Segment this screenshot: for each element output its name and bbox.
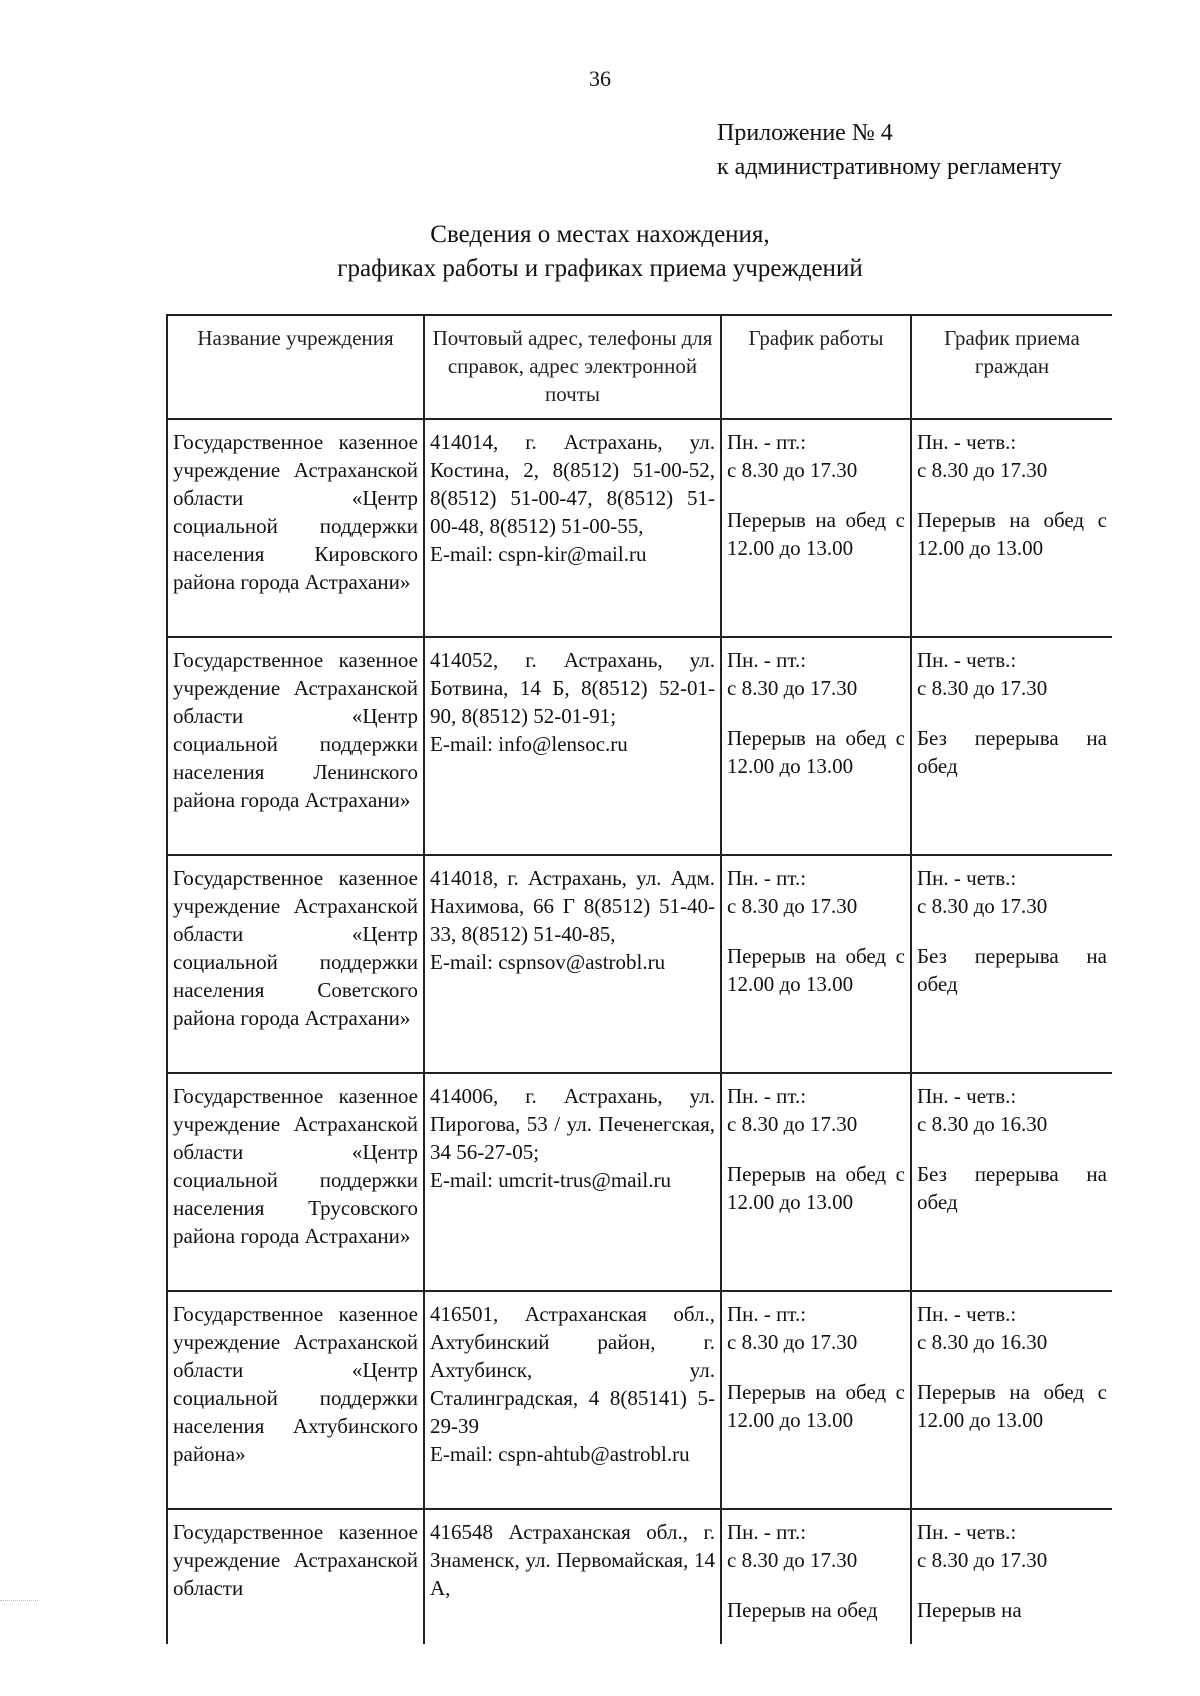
work-break: Перерыв на обед bbox=[727, 1598, 878, 1622]
reception-days: Пн. - четв.: bbox=[917, 430, 1017, 454]
work-days: Пн. - пт.: bbox=[727, 1084, 807, 1108]
work-days: Пн. - пт.: bbox=[727, 1302, 807, 1326]
reception-hours: с 8.30 до 16.30 bbox=[917, 1112, 1048, 1136]
institution-contacts bbox=[424, 419, 721, 637]
postal-address-phones: 414052, г. Астрахань, ул. Ботвина, 14 Б, 8(8512) 52-01-90, 8(8512) 52-01-91; bbox=[430, 648, 715, 728]
table-row bbox=[167, 855, 1112, 1073]
work-schedule bbox=[721, 419, 911, 637]
institution-contacts bbox=[424, 637, 721, 855]
reception-hours: с 8.30 до 17.30 bbox=[917, 894, 1048, 918]
work-days: Пн. - пт.: bbox=[727, 866, 807, 890]
reception-schedule bbox=[911, 1291, 1112, 1509]
table-row bbox=[167, 1073, 1112, 1291]
reception-break: Без перерыва на обед bbox=[917, 726, 1107, 778]
work-schedule bbox=[721, 1291, 911, 1509]
institutions-table-wrapper bbox=[166, 314, 1112, 1644]
email: E-mail: umcrit-trus@mail.ru bbox=[430, 1168, 671, 1192]
institution-name: Государственное казенное учреждение Астраханской области «Центр социальной поддержки населения Ахтубинского района» bbox=[167, 1291, 424, 1509]
table-row bbox=[167, 637, 1112, 855]
appendix-note bbox=[717, 116, 1062, 184]
work-break: Перерыв на обед с 12.00 до 13.00 bbox=[727, 726, 905, 778]
reception-days: Пн. - четв.: bbox=[917, 1084, 1017, 1108]
work-schedule bbox=[721, 637, 911, 855]
email: E-mail: cspn-kir@mail.ru bbox=[430, 542, 647, 566]
postal-address-phones: 416501, Астраханская обл., Ахтубинский район, г. Ахтубинск, ул. Сталинградская, 4 8(85141) 5-29-39 bbox=[430, 1302, 715, 1438]
reception-break: Без перерыва на обед bbox=[917, 944, 1107, 996]
reception-hours: с 8.30 до 17.30 bbox=[917, 1548, 1048, 1572]
reception-hours: с 8.30 до 17.30 bbox=[917, 676, 1048, 700]
reception-days: Пн. - четв.: bbox=[917, 866, 1017, 890]
reception-schedule bbox=[911, 1509, 1112, 1644]
work-hours: с 8.30 до 17.30 bbox=[727, 894, 858, 918]
email: E-mail: cspnsov@astrobl.ru bbox=[430, 950, 666, 974]
title-line-2: графиках работы и графиках приема учреждений bbox=[337, 255, 863, 282]
table-row bbox=[167, 1509, 1112, 1644]
reception-hours: с 8.30 до 17.30 bbox=[917, 458, 1048, 482]
reception-schedule bbox=[911, 1073, 1112, 1291]
table-row bbox=[167, 1291, 1112, 1509]
work-break: Перерыв на обед с 12.00 до 13.00 bbox=[727, 508, 905, 560]
institution-contacts bbox=[424, 855, 721, 1073]
institution-name: Государственное казенное учреждение Астраханской области «Центр социальной поддержки населения Трусовского района города Астрахани» bbox=[167, 1073, 424, 1291]
work-hours: с 8.30 до 17.30 bbox=[727, 458, 858, 482]
work-break: Перерыв на обед с 12.00 до 13.00 bbox=[727, 944, 905, 996]
institution-name: Государственное казенное учреждение Астраханской области bbox=[167, 1509, 424, 1644]
postal-address-phones: 416548 Астраханская обл., г. Знаменск, ул. Первомайская, 14 А, bbox=[430, 1520, 715, 1600]
postal-address-phones: 414014, г. Астрахань, ул. Костина, 2, 8(8512) 51-00-52, 8(8512) 51-00-47, 8(8512) 51-00-48, 8(8512) 51-00-55, bbox=[430, 430, 715, 538]
institutions-table bbox=[166, 314, 1112, 1644]
institution-name: Государственное казенное учреждение Астраханской области «Центр социальной поддержки населения Ленинского района города Астрахани» bbox=[167, 637, 424, 855]
email: E-mail: info@lensoc.ru bbox=[430, 732, 628, 756]
work-days: Пн. - пт.: bbox=[727, 1520, 807, 1544]
reception-days: Пн. - четв.: bbox=[917, 648, 1017, 672]
reception-schedule bbox=[911, 637, 1112, 855]
work-days: Пн. - пт.: bbox=[727, 648, 807, 672]
work-schedule bbox=[721, 1073, 911, 1291]
work-hours: с 8.30 до 17.30 bbox=[727, 676, 858, 700]
email: E-mail: cspn-ahtub@astrobl.ru bbox=[430, 1442, 690, 1466]
document-title bbox=[0, 218, 1200, 286]
scan-margin-mark bbox=[0, 1600, 38, 1602]
work-schedule bbox=[721, 855, 911, 1073]
header-reception-schedule: График приема граждан bbox=[911, 315, 1112, 419]
header-address: Почтовый адрес, телефоны для справок, адрес электронной почты bbox=[424, 315, 721, 419]
work-hours: с 8.30 до 17.30 bbox=[727, 1330, 858, 1354]
institution-contacts bbox=[424, 1509, 721, 1644]
work-break: Перерыв на обед с 12.00 до 13.00 bbox=[727, 1380, 905, 1432]
institution-name: Государственное казенное учреждение Астраханской области «Центр социальной поддержки населения Кировского района города Астрахани» bbox=[167, 419, 424, 637]
work-hours: с 8.30 до 17.30 bbox=[727, 1548, 858, 1572]
reception-schedule bbox=[911, 855, 1112, 1073]
institution-contacts bbox=[424, 1073, 721, 1291]
header-name: Название учреждения bbox=[167, 315, 424, 419]
reception-days: Пн. - четв.: bbox=[917, 1520, 1017, 1544]
reception-schedule bbox=[911, 419, 1112, 637]
postal-address-phones: 414006, г. Астрахань, ул. Пирогова, 53 / ул. Печенегская, 34 56-27-05; bbox=[430, 1084, 715, 1164]
appendix-line-1: Приложение № 4 bbox=[717, 120, 893, 146]
reception-break: Перерыв на обед с 12.00 до 13.00 bbox=[917, 508, 1107, 560]
institution-name: Государственное казенное учреждение Астраханской области «Центр социальной поддержки населения Советского района города Астрахани» bbox=[167, 855, 424, 1073]
appendix-line-2: к административному регламенту bbox=[717, 154, 1062, 180]
reception-break: Перерыв на bbox=[917, 1598, 1022, 1622]
title-line-1: Сведения о местах нахождения, bbox=[430, 221, 770, 248]
work-hours: с 8.30 до 17.30 bbox=[727, 1112, 858, 1136]
table-header-row bbox=[167, 315, 1112, 419]
work-break: Перерыв на обед с 12.00 до 13.00 bbox=[727, 1162, 905, 1214]
reception-days: Пн. - четв.: bbox=[917, 1302, 1017, 1326]
institution-contacts bbox=[424, 1291, 721, 1509]
postal-address-phones: 414018, г. Астрахань, ул. Адм. Нахимова, 66 Г 8(8512) 51-40-33, 8(8512) 51-40-85, bbox=[430, 866, 715, 946]
table-row bbox=[167, 419, 1112, 637]
page-number: 36 bbox=[589, 66, 611, 91]
reception-hours: с 8.30 до 16.30 bbox=[917, 1330, 1048, 1354]
reception-break: Без перерыва на обед bbox=[917, 1162, 1107, 1214]
header-work-schedule: График работы bbox=[721, 315, 911, 419]
work-schedule bbox=[721, 1509, 911, 1644]
work-days: Пн. - пт.: bbox=[727, 430, 807, 454]
reception-break: Перерыв на обед с 12.00 до 13.00 bbox=[917, 1380, 1107, 1432]
